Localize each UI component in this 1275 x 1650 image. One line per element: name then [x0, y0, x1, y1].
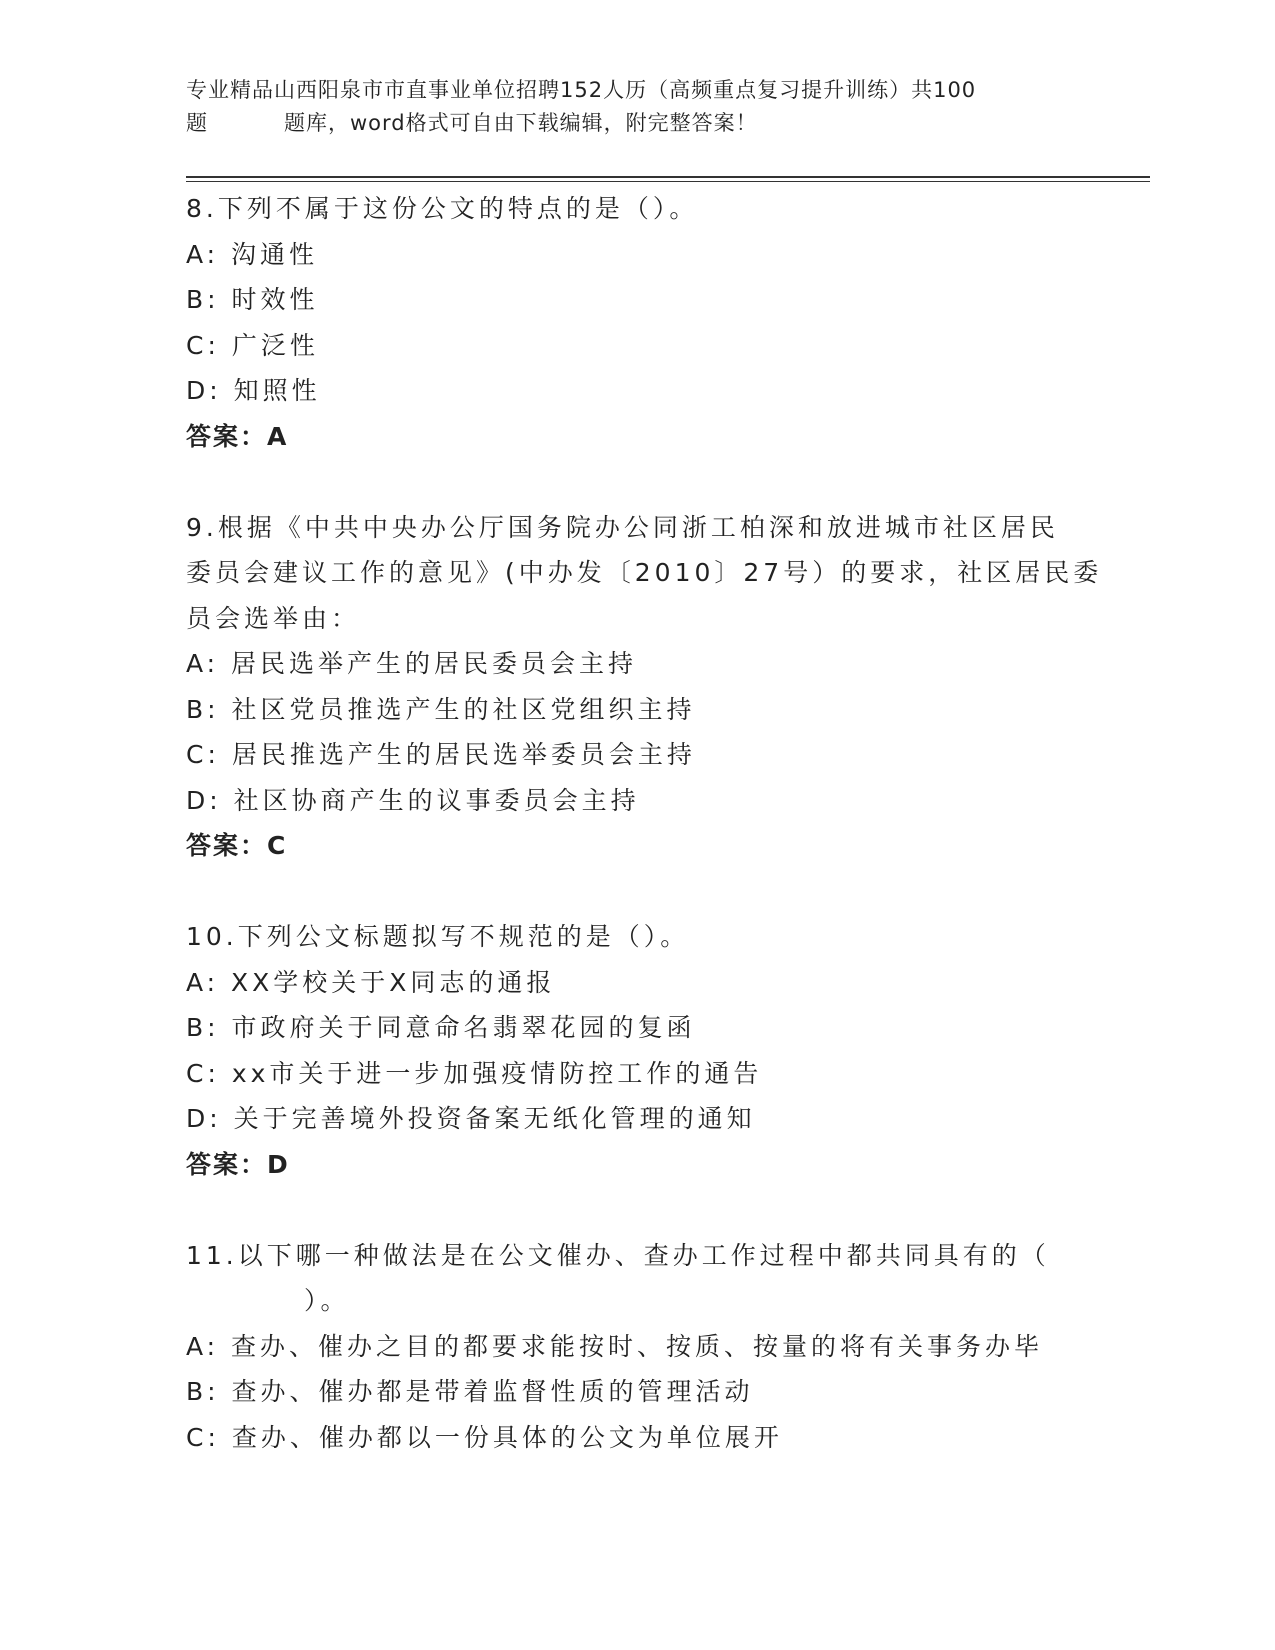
option-c: C: 居民推选产生的居民选举委员会主持: [186, 740, 696, 769]
question-text: 10.下列公文标题拟写不规范的是（）。: [186, 922, 690, 951]
option-c: C: 广泛性: [186, 330, 319, 360]
answer: 答案：A: [186, 421, 289, 451]
question-text: 委员会建议工作的意见》(中办发〔2010〕27号）的要求，社区居民委: [186, 558, 1103, 587]
option-a: A: 查办、催办之目的都要求能按时、按质、按量的将有关事务办毕: [186, 1331, 1044, 1361]
question-text-continuation: ）。: [304, 1286, 350, 1315]
option-b: B: 市政府关于同意命名翡翠花园的复函: [186, 1013, 696, 1042]
option-d: D: 社区协商产生的议事委员会主持: [186, 785, 640, 815]
option-b: B: 社区党员推选产生的社区党组织主持: [186, 694, 696, 724]
header-line-2: [186, 107, 1086, 140]
question-9: [186, 505, 1103, 869]
question-11: [186, 1233, 1086, 1461]
question-10: [186, 914, 1086, 1187]
option-d: D: 知照性: [186, 376, 321, 405]
question-8: [186, 186, 1086, 459]
answer: 答案：D: [186, 1149, 290, 1179]
header-line-1: 专业精品山西阳泉市市直事业单位招聘152人历（高频重点复习提升训练）共100: [186, 78, 977, 102]
question-text: 11.以下哪一种做法是在公文催办、查办工作过程中都共同具有的（: [186, 1240, 1050, 1270]
header-divider-thin: [186, 181, 1150, 182]
option-d: D: 关于完善境外投资备案无纸化管理的通知: [186, 1104, 756, 1133]
header-divider-thick: [186, 176, 1150, 178]
header-line-2-rest: 题库，word格式可自由下载编辑，附完整答案！: [284, 111, 758, 135]
spacer: [186, 869, 1086, 915]
option-a: A: XX学校关于X同志的通报: [186, 967, 556, 997]
option-b: B: 时效性: [186, 285, 319, 314]
answer: 答案：C: [186, 831, 288, 860]
question-text: 9.根据《中共中央办公厅国务院办公同浙工柏深和放进城市社区居民: [186, 512, 1059, 542]
option-a: A: 沟通性: [186, 239, 319, 269]
option-c: C: xx市关于进一步加强疫情防控工作的通告: [186, 1058, 763, 1088]
document-header: [186, 74, 1086, 140]
spacer: [186, 459, 1086, 505]
question-text: 员会选举由：: [186, 603, 361, 633]
header-line-2-lead: 题: [186, 111, 208, 135]
option-b: B: 查办、催办都是带着监督性质的管理活动: [186, 1377, 754, 1406]
question-list: [186, 186, 1103, 1460]
spacer: [186, 1187, 1086, 1233]
option-c: C: 查办、催办都以一份具体的公文为单位展开: [186, 1422, 783, 1452]
question-text: 8.下列不属于这份公文的特点的是（）。: [186, 194, 699, 223]
option-a: A: 居民选举产生的居民委员会主持: [186, 649, 638, 678]
